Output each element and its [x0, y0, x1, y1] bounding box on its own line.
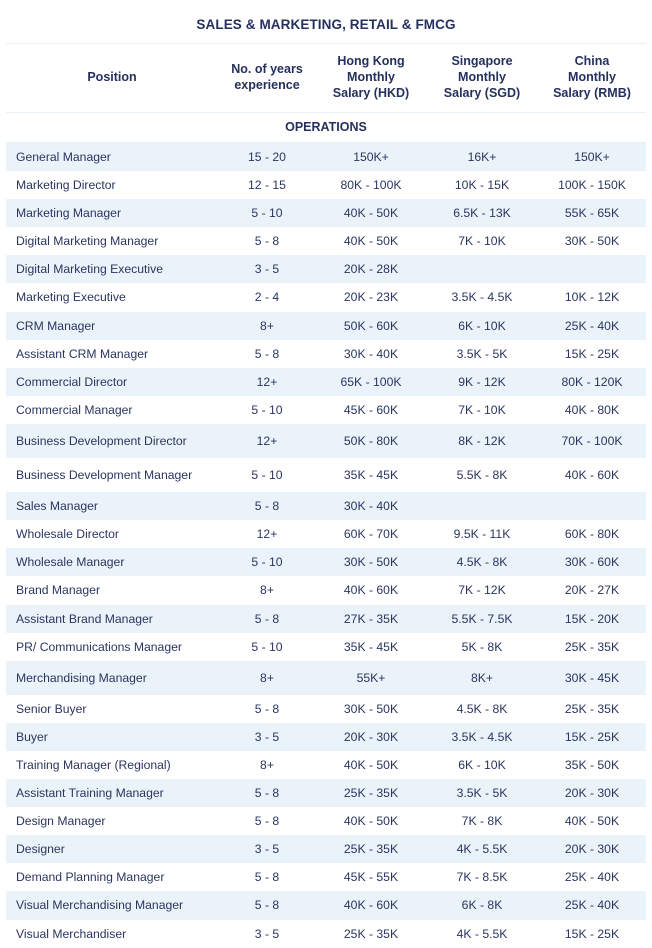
- cell-position: Wholesale Manager: [6, 548, 218, 576]
- cell-china-salary: 25K - 40K: [538, 891, 646, 919]
- cell-position: Marketing Executive: [6, 283, 218, 311]
- cell-position: Wholesale Director: [6, 520, 218, 548]
- column-header-hong-kong-salary: Hong Kong Monthly Salary (HKD): [316, 44, 426, 113]
- cell-china-salary: 55K - 65K: [538, 199, 646, 227]
- cell-hong-kong-salary: 65K - 100K: [316, 368, 426, 396]
- table-row: [6, 661, 646, 695]
- cell-singapore-salary: 8K+: [426, 661, 538, 695]
- cell-hong-kong-salary: 40K - 50K: [316, 227, 426, 255]
- cell-years-experience: 8+: [218, 576, 316, 604]
- table-header: [6, 44, 646, 113]
- table-row: [6, 633, 646, 661]
- cell-singapore-salary: 7K - 8.5K: [426, 863, 538, 891]
- cell-singapore-salary: 3.5K - 4.5K: [426, 283, 538, 311]
- table-row: [6, 920, 646, 948]
- cell-years-experience: 3 - 5: [218, 255, 316, 283]
- cell-singapore-salary: 6K - 10K: [426, 751, 538, 779]
- table-row: [6, 576, 646, 604]
- cell-singapore-salary: 5.5K - 8K: [426, 458, 538, 492]
- cell-china-salary: [538, 255, 646, 283]
- cell-position: PR/ Communications Manager: [6, 633, 218, 661]
- cell-singapore-salary: 7K - 10K: [426, 227, 538, 255]
- cell-hong-kong-salary: 40K - 50K: [316, 751, 426, 779]
- cell-years-experience: 5 - 10: [218, 633, 316, 661]
- cell-hong-kong-salary: 25K - 35K: [316, 920, 426, 948]
- cell-position: Training Manager (Regional): [6, 751, 218, 779]
- cell-china-salary: 40K - 80K: [538, 396, 646, 424]
- cell-years-experience: 3 - 5: [218, 835, 316, 863]
- cell-china-salary: 40K - 60K: [538, 458, 646, 492]
- cell-singapore-salary: 6K - 10K: [426, 312, 538, 340]
- cell-years-experience: 8+: [218, 751, 316, 779]
- cell-singapore-salary: 7K - 10K: [426, 396, 538, 424]
- cell-china-salary: 150K+: [538, 143, 646, 172]
- cell-china-salary: 15K - 25K: [538, 920, 646, 948]
- column-header-position: Position: [6, 44, 218, 113]
- table-row: [6, 368, 646, 396]
- cell-years-experience: 5 - 8: [218, 695, 316, 723]
- cell-years-experience: 5 - 10: [218, 548, 316, 576]
- table-row: [6, 171, 646, 199]
- cell-hong-kong-salary: 20K - 30K: [316, 723, 426, 751]
- cell-hong-kong-salary: 20K - 28K: [316, 255, 426, 283]
- cell-china-salary: 20K - 30K: [538, 779, 646, 807]
- cell-years-experience: 12+: [218, 368, 316, 396]
- cell-years-experience: 5 - 8: [218, 779, 316, 807]
- cell-years-experience: 5 - 8: [218, 807, 316, 835]
- cell-position: Visual Merchandising Manager: [6, 891, 218, 919]
- cell-china-salary: 25K - 40K: [538, 863, 646, 891]
- cell-singapore-salary: 9.5K - 11K: [426, 520, 538, 548]
- cell-years-experience: 5 - 8: [218, 605, 316, 633]
- cell-years-experience: 5 - 8: [218, 492, 316, 520]
- cell-hong-kong-salary: 25K - 35K: [316, 835, 426, 863]
- cell-china-salary: 70K - 100K: [538, 424, 646, 458]
- cell-singapore-salary: 9K - 12K: [426, 368, 538, 396]
- cell-hong-kong-salary: 60K - 70K: [316, 520, 426, 548]
- cell-china-salary: 25K - 35K: [538, 633, 646, 661]
- cell-position: Assistant Brand Manager: [6, 605, 218, 633]
- cell-hong-kong-salary: 27K - 35K: [316, 605, 426, 633]
- cell-singapore-salary: 4K - 5.5K: [426, 920, 538, 948]
- cell-hong-kong-salary: 150K+: [316, 143, 426, 172]
- cell-position: Commercial Manager: [6, 396, 218, 424]
- table-row: [6, 199, 646, 227]
- cell-position: Business Development Manager: [6, 458, 218, 492]
- cell-hong-kong-salary: 25K - 35K: [316, 779, 426, 807]
- table-row: [6, 751, 646, 779]
- cell-hong-kong-salary: 40K - 60K: [316, 576, 426, 604]
- cell-hong-kong-salary: 40K - 60K: [316, 891, 426, 919]
- cell-years-experience: 5 - 10: [218, 458, 316, 492]
- cell-position: Demand Planning Manager: [6, 863, 218, 891]
- cell-singapore-salary: 7K - 12K: [426, 576, 538, 604]
- section-header-operations: OPERATIONS: [6, 113, 646, 143]
- table-row: [6, 605, 646, 633]
- cell-years-experience: 2 - 4: [218, 283, 316, 311]
- table-row: [6, 520, 646, 548]
- cell-position: Buyer: [6, 723, 218, 751]
- cell-position: Marketing Director: [6, 171, 218, 199]
- cell-years-experience: 12+: [218, 520, 316, 548]
- table-row: [6, 695, 646, 723]
- cell-china-salary: [538, 492, 646, 520]
- cell-position: Designer: [6, 835, 218, 863]
- table-row: [6, 340, 646, 368]
- cell-position: Digital Marketing Executive: [6, 255, 218, 283]
- table-row: [6, 807, 646, 835]
- table-row: [6, 492, 646, 520]
- table-row: [6, 863, 646, 891]
- cell-china-salary: 100K - 150K: [538, 171, 646, 199]
- cell-position: Assistant CRM Manager: [6, 340, 218, 368]
- section-header-row: [6, 113, 646, 143]
- table-row: [6, 458, 646, 492]
- table-row: [6, 779, 646, 807]
- cell-years-experience: 5 - 10: [218, 396, 316, 424]
- cell-years-experience: 5 - 10: [218, 199, 316, 227]
- cell-china-salary: 30K - 60K: [538, 548, 646, 576]
- cell-years-experience: 5 - 8: [218, 863, 316, 891]
- cell-china-salary: 30K - 45K: [538, 661, 646, 695]
- cell-years-experience: 5 - 8: [218, 227, 316, 255]
- cell-singapore-salary: 10K - 15K: [426, 171, 538, 199]
- cell-china-salary: 40K - 50K: [538, 807, 646, 835]
- cell-china-salary: 15K - 25K: [538, 723, 646, 751]
- cell-singapore-salary: 6.5K - 13K: [426, 199, 538, 227]
- cell-singapore-salary: 8K - 12K: [426, 424, 538, 458]
- cell-hong-kong-salary: 45K - 55K: [316, 863, 426, 891]
- cell-singapore-salary: 6K - 8K: [426, 891, 538, 919]
- cell-position: Assistant Training Manager: [6, 779, 218, 807]
- cell-years-experience: 3 - 5: [218, 723, 316, 751]
- cell-position: Merchandising Manager: [6, 661, 218, 695]
- cell-years-experience: 5 - 8: [218, 891, 316, 919]
- table-row: [6, 143, 646, 172]
- cell-hong-kong-salary: 50K - 80K: [316, 424, 426, 458]
- cell-hong-kong-salary: 20K - 23K: [316, 283, 426, 311]
- cell-singapore-salary: [426, 255, 538, 283]
- cell-singapore-salary: 3.5K - 4.5K: [426, 723, 538, 751]
- cell-hong-kong-salary: 30K - 40K: [316, 340, 426, 368]
- cell-singapore-salary: 7K - 8K: [426, 807, 538, 835]
- cell-singapore-salary: 3.5K - 5K: [426, 779, 538, 807]
- cell-years-experience: 12+: [218, 424, 316, 458]
- cell-singapore-salary: 3.5K - 5K: [426, 340, 538, 368]
- cell-position: General Manager: [6, 143, 218, 172]
- cell-china-salary: 15K - 20K: [538, 605, 646, 633]
- table-row: [6, 835, 646, 863]
- cell-singapore-salary: 5K - 8K: [426, 633, 538, 661]
- cell-position: Design Manager: [6, 807, 218, 835]
- cell-position: Brand Manager: [6, 576, 218, 604]
- cell-position: Marketing Manager: [6, 199, 218, 227]
- page-title: SALES & MARKETING, RETAIL & FMCG: [6, 0, 646, 43]
- cell-china-salary: 30K - 50K: [538, 227, 646, 255]
- cell-singapore-salary: [426, 492, 538, 520]
- cell-hong-kong-salary: 30K - 50K: [316, 695, 426, 723]
- column-header-china-salary: China Monthly Salary (RMB): [538, 44, 646, 113]
- cell-position: CRM Manager: [6, 312, 218, 340]
- table-row: [6, 424, 646, 458]
- cell-china-salary: 15K - 25K: [538, 340, 646, 368]
- cell-position: Senior Buyer: [6, 695, 218, 723]
- cell-china-salary: 80K - 120K: [538, 368, 646, 396]
- cell-position: Visual Merchandiser: [6, 920, 218, 948]
- cell-position: Sales Manager: [6, 492, 218, 520]
- cell-hong-kong-salary: 30K - 40K: [316, 492, 426, 520]
- cell-hong-kong-salary: 55K+: [316, 661, 426, 695]
- table-row: [6, 283, 646, 311]
- cell-singapore-salary: 4.5K - 8K: [426, 548, 538, 576]
- cell-hong-kong-salary: 35K - 45K: [316, 458, 426, 492]
- cell-singapore-salary: 5.5K - 7.5K: [426, 605, 538, 633]
- cell-position: Digital Marketing Manager: [6, 227, 218, 255]
- cell-china-salary: 10K - 12K: [538, 283, 646, 311]
- table-row: [6, 227, 646, 255]
- cell-hong-kong-salary: 30K - 50K: [316, 548, 426, 576]
- cell-singapore-salary: 4.5K - 8K: [426, 695, 538, 723]
- cell-china-salary: 20K - 27K: [538, 576, 646, 604]
- cell-years-experience: 3 - 5: [218, 920, 316, 948]
- table-row: [6, 723, 646, 751]
- cell-position: Business Development Director: [6, 424, 218, 458]
- salary-table: [6, 43, 646, 948]
- cell-hong-kong-salary: 40K - 50K: [316, 807, 426, 835]
- cell-position: Commercial Director: [6, 368, 218, 396]
- cell-years-experience: 5 - 8: [218, 340, 316, 368]
- column-header-singapore-salary: Singapore Monthly Salary (SGD): [426, 44, 538, 113]
- cell-years-experience: 12 - 15: [218, 171, 316, 199]
- cell-china-salary: 25K - 35K: [538, 695, 646, 723]
- table-row: [6, 891, 646, 919]
- table-body: [6, 143, 646, 948]
- cell-hong-kong-salary: 50K - 60K: [316, 312, 426, 340]
- cell-hong-kong-salary: 40K - 50K: [316, 199, 426, 227]
- cell-china-salary: 20K - 30K: [538, 835, 646, 863]
- cell-years-experience: 15 - 20: [218, 143, 316, 172]
- cell-years-experience: 8+: [218, 661, 316, 695]
- header-row: [6, 44, 646, 113]
- table-row: [6, 548, 646, 576]
- cell-china-salary: 25K - 40K: [538, 312, 646, 340]
- cell-singapore-salary: 16K+: [426, 143, 538, 172]
- table-row: [6, 255, 646, 283]
- cell-china-salary: 35K - 50K: [538, 751, 646, 779]
- column-header-years-experience: No. of years experience: [218, 44, 316, 113]
- cell-hong-kong-salary: 80K - 100K: [316, 171, 426, 199]
- table-row: [6, 312, 646, 340]
- cell-hong-kong-salary: 35K - 45K: [316, 633, 426, 661]
- cell-china-salary: 60K - 80K: [538, 520, 646, 548]
- table-row: [6, 396, 646, 424]
- cell-hong-kong-salary: 45K - 60K: [316, 396, 426, 424]
- cell-years-experience: 8+: [218, 312, 316, 340]
- cell-singapore-salary: 4K - 5.5K: [426, 835, 538, 863]
- section-header-body: [6, 113, 646, 143]
